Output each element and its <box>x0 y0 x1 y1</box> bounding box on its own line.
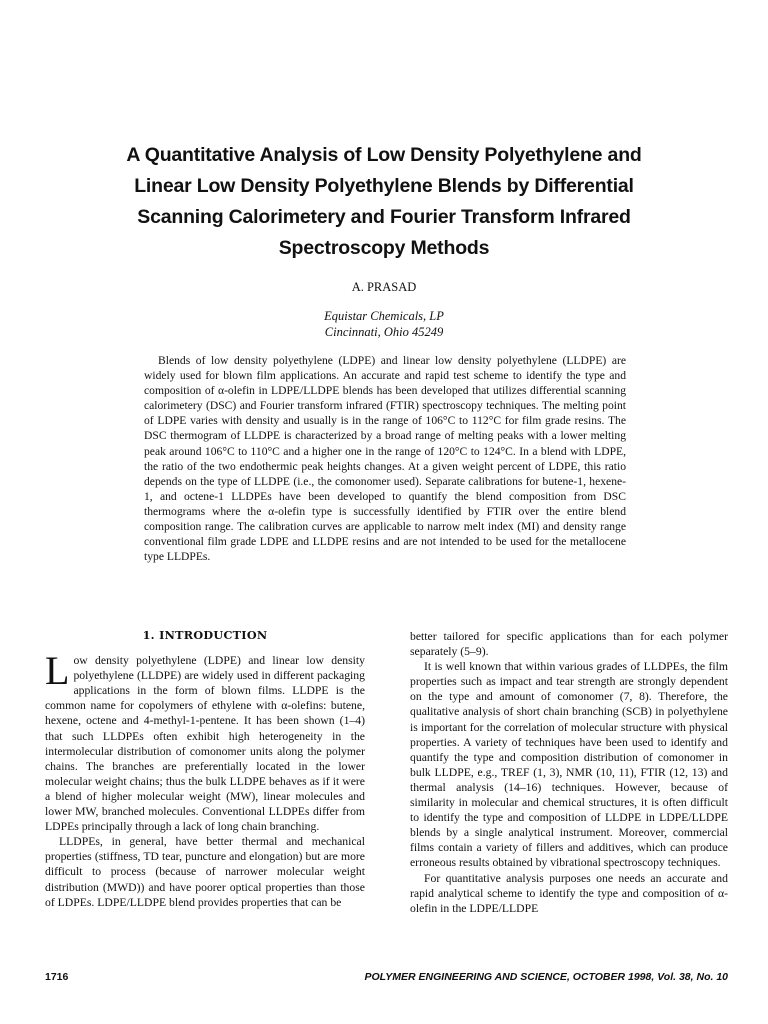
drop-cap: L <box>45 648 70 694</box>
section-heading-introduction: 1. INTRODUCTION <box>142 628 268 642</box>
right-paragraph-1: better tailored for specific applications than for each polymer separately (5–9). <box>410 630 728 659</box>
paper-title: A Quantitative Analysis of Low Density Polyethylene and Linear Low Density Polyethylene Blends by Differential Scanning Calorimetery and Fourier Transform Infrared Spectroscopy Methods <box>126 144 642 259</box>
left-column <box>45 628 365 910</box>
author-name: A. PRASAD <box>351 280 417 294</box>
right-paragraph-3: For quantitative analysis purposes one needs an accurate and rapid analytical scheme to identify the type and composition of α-olefin in the LDPE/LLDPE <box>410 871 728 915</box>
author-affiliation <box>0 308 768 340</box>
affiliation-company: Equistar Chemicals, LP <box>324 309 444 323</box>
page-number: 1716 <box>45 971 69 983</box>
intro-paragraph-2: LLDPEs, in general, have better thermal and mechanical properties (stiffness, TD tear, puncture and elongation) but are more difficult to process (because of narrower molecular weight distribution (MWD)) and have poorer optical properties than those of LDPEs. LDPE/LLDPE blend provides properties that can be <box>45 835 365 909</box>
abstract: Blends of low density polyethylene (LDPE) and linear low density polyethylene (LLDPE) are widely used for blown film applications. An accurate and rapid test scheme to identify the type and composition of α-olefin in LDPE/LLDPE blends has been developed that utilizes differential scanning calorimetery (DSC) and Fourier transform infrared (FTIR) spectroscopy techniques. The melting point of LDPE varies with density and usually is in the range of 106°C to 112°C for film grade resins. The DSC thermogram of LLDPE is characterized by a broad range of melting peaks with a lower melting peak around 106°C to 110°C and a higher one in the range of 120°C to 124°C. In a blend with LDPE, the ratio of the two endothermic peak heights changes. At a given weight percent of LDPE, this ratio depends on the type of LLDPE (i.e., the comonomer used). Separate calibrations for butene-1, hexene-1, and octene-1 LLDPEs have been developed to quantify the blend composition from DSC thermograms where the α-olefin type is successfully identified by FTIR over the entire blend composition range. The calibration curves are applicable to narrow melt index (MI) and density range conventional film grade LDPE and LLDPE resins and are not intended to be used for the metallocene type LLDPEs. <box>144 354 626 564</box>
intro-paragraph-1 <box>45 648 365 834</box>
affiliation-location: Cincinnati, Ohio 45249 <box>324 325 444 339</box>
right-paragraph-2: It is well known that within various grades of LLDPEs, the film properties such as impact and tear strength are strongly dependent on the type and amount of comonomer (7, 8). Therefore, the qualitative analysis of short chain branching (SCB) in polyethylene is important for the correlation of molecular structure with physical properties. A variety of techniques have been used to identify and quantify the type and composition distribution of comonomer in bulk LLDPE, e.g., TREF (1, 3), NMR (10, 11), FTIR (12, 13) and thermal analysis (14–16) techniques. However, because of similarity in molecular and chemical structures, it is often difficult to identify the type and composition of LLDPE in LDPE/LLDPE blends by a single analytical instrument. Moreover, commercial films contain a variety of fillers and additives, which can produce erroneous results obtained by vibrational spectroscopy techniques. <box>410 660 728 870</box>
right-column <box>410 629 728 916</box>
journal-citation: POLYMER ENGINEERING AND SCIENCE, OCTOBER 1998, Vol. 38, No. 10 <box>364 971 728 983</box>
intro-paragraph-1-text: ow density polyethylene (LDPE) and linear low density polyethylene (LLDPE) are widely used in different packaging applications in the form of blown films. LLDPE is the common name for copolymers of ethylene with α-olefins: butene, hexene, octene and 4-methyl-1-pentene. It has been shown (1–4) that such LLDPEs often exhibit high heterogeneity in the intermolecular distribution of comonomer units along the polymer chains. The branches are preferentially located in the lower molecular weight chains; thus the bulk LLDPE behaves as if it were a blend of higher molecular weight (MW), linear molecules and lower MW, branched molecules. Conventional LLDPEs differ from LDPEs principally through a lack of long chain branching. <box>45 654 365 834</box>
